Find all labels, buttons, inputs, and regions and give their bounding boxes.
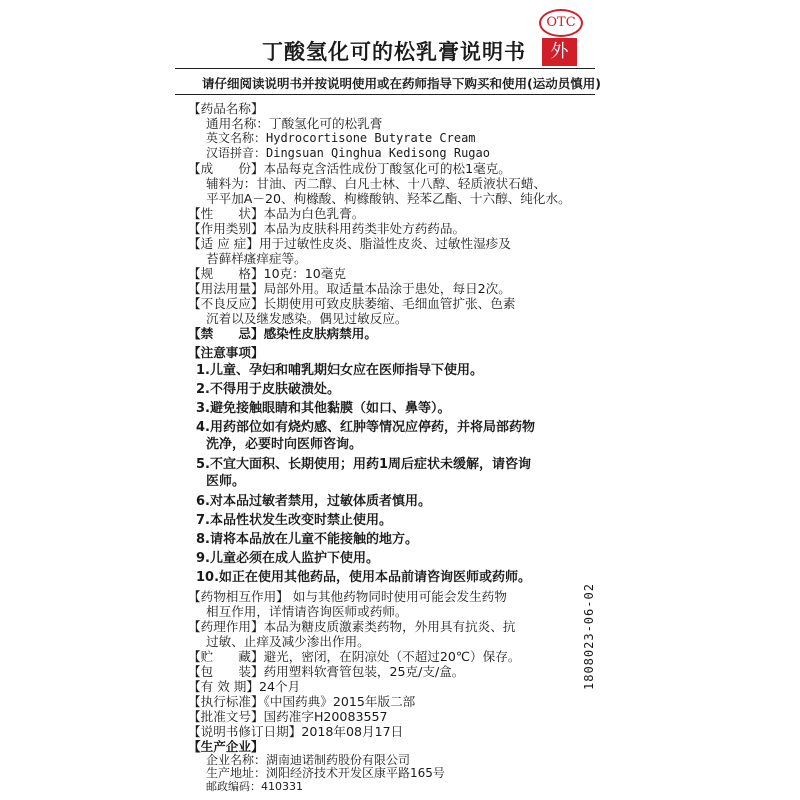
precaution-item: 1.儿童、孕妇和哺乳期妇女应在医师指导下使用。 (196, 363, 483, 378)
spec-line: 【规 格】10克：10毫克 (188, 266, 346, 281)
precaution-item: 4.用药部位如有烧灼感、红肿等情况应停药，并将局部药物 (196, 420, 535, 435)
precaution-item: 3.避免接触眼睛和其他黏膜（如口、鼻等）。 (196, 401, 451, 416)
precaution-item: 10.如正在使用其他药品，使用本品前请咨询医师或药师。 (196, 570, 532, 585)
package-line: 【包 装】药用塑料软膏管包装，25克/支/盒。 (188, 664, 465, 679)
validity-line: 【有 效 期】24个月 (188, 679, 301, 694)
usage-line: 【用法用量】局部外用。取适量本品涂于患处，每日2次。 (188, 281, 511, 296)
postcode: 邮政编码：410331 (206, 780, 303, 793)
english-name: 英文名称：Hydrocortisone Butyrate Cream (206, 131, 476, 145)
otc-badge: OTC (539, 9, 583, 37)
precaution-item: 2.不得用于皮肤破溃处。 (196, 382, 340, 397)
precaution-item: 8.请将本品放在儿童不能接触的地方。 (196, 532, 418, 547)
excipients-line: 辅料为：甘油、丙二醇、白凡士林、十八醇、轻质液状石蜡、 (206, 176, 547, 191)
generic-name: 通用名称：丁酸氢化可的松乳膏 (206, 116, 383, 131)
precaution-item: 6.对本品过敏者禁用，过敏体质者慎用。 (196, 494, 431, 509)
precautions-header: 【注意事项】 (188, 345, 264, 360)
manufacturer-name: 企业名称：湖南迪诺制药股份有限公司 (206, 753, 411, 767)
character-line: 【性 状】本品为白色乳膏。 (188, 206, 365, 221)
precaution-item: 7.本品性状发生改变时禁止使用。 (196, 513, 392, 528)
interaction-line: 【药物相互作用】 如与其他药物同时使用可能会发生药物 (188, 589, 507, 604)
precaution-item: 9.儿童必须在成人监护下使用。 (196, 551, 379, 566)
standard-line: 【执行标准】《中国药典》2015年版二部 (188, 694, 416, 709)
manufacturer-address: 生产地址：浏阳经济技术开发区康平路165号 (206, 766, 445, 780)
pharmacology-line-2: 过敏、止痒及减少渗出作用。 (206, 634, 370, 649)
approval-line: 【批准文号】国药准字H20083557 (188, 709, 388, 724)
excipients-line-2: 平平加A－20、枸橼酸、枸橼酸钠、羟苯乙酯、十六醇、纯化水。 (206, 191, 571, 206)
title-divider (175, 68, 595, 69)
manufacturer-header: 【生产企业】 (188, 739, 264, 754)
name-section-header: 【药品名称】 (188, 101, 264, 116)
adverse-line: 【不良反应】长期使用可致皮肤萎缩、毛细血管扩张、色素 (188, 296, 516, 311)
storage-line: 【贮 藏】避光，密闭，在阴凉处（不超过20℃）保存。 (188, 649, 521, 664)
precaution-item: 5.不宜大面积、长期使用；用药1周后症状未缓解，请咨询 (196, 457, 532, 472)
contraindication-line: 【禁 忌】感染性皮肤病禁用。 (188, 326, 377, 341)
external-use-badge: 外 (542, 38, 577, 66)
interaction-line-2: 相互作用，详情请咨询医师或药师。 (206, 604, 408, 619)
category-line: 【作用类别】本品为皮肤科用药类非处方药药品。 (188, 221, 466, 236)
adverse-line-2: 沉着以及继发感染。偶见过敏反应。 (206, 311, 408, 326)
pinyin-name: 汉语拼音：Dingsuan Qinghua Kedisong Rugao (206, 146, 490, 160)
indications-line-2: 苔藓样瘙痒症等。 (206, 251, 307, 266)
indications-line: 【适 应 症】用于过敏性皮炎、脂溢性皮炎、过敏性湿疹及 (188, 236, 511, 251)
revision-line: 【说明书修订日期】2018年08月17日 (188, 724, 404, 739)
warning-divider (175, 94, 595, 95)
side-code: 1808023-06-02 (582, 583, 596, 690)
usage-warning: 请仔细阅读说明书并按说明使用或在药师指导下购买和使用(运动员慎用) (202, 76, 601, 91)
composition-line: 【成 份】本品每克含活性成份丁酸氢化可的松1毫克。 (188, 161, 511, 176)
pharmacology-line: 【药理作用】本品为糖皮质激素类药物，外用具有抗炎、抗 (188, 619, 516, 634)
precaution-item-cont: 医师。 (206, 474, 246, 489)
document-title: 丁酸氢化可的松乳膏说明书 (262, 40, 526, 64)
precaution-item-cont: 洗净，必要时向医师咨询。 (206, 437, 363, 452)
